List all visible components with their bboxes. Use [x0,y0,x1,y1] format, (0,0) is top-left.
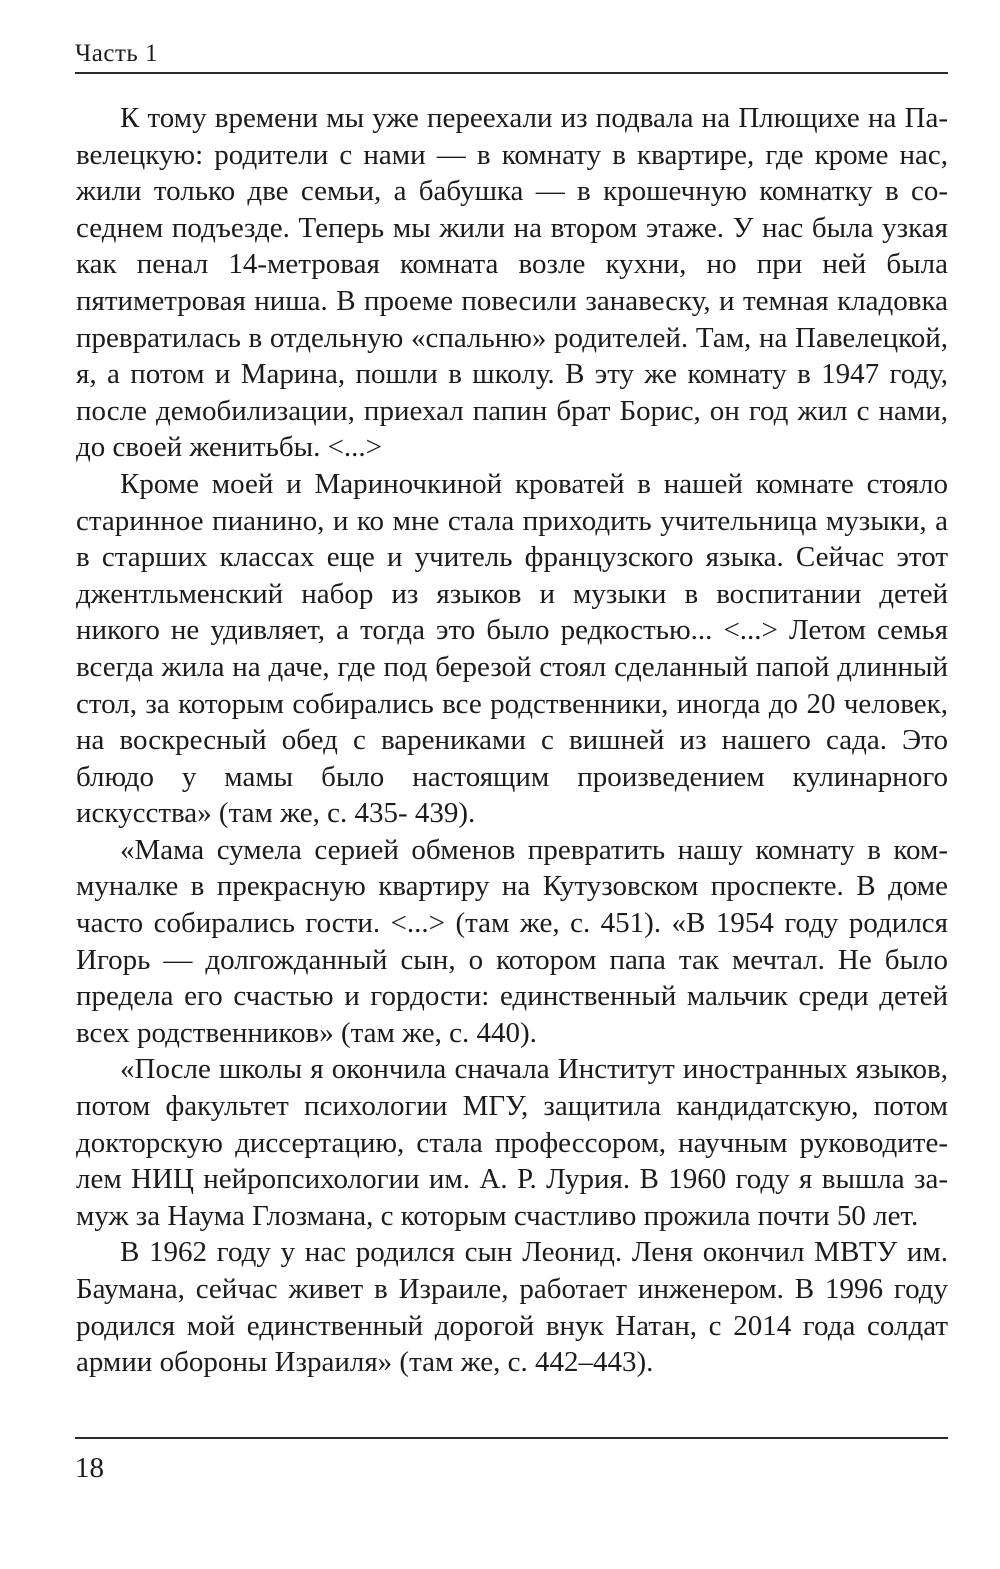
header-rule [75,72,948,74]
paragraph: «После школы я окончила сначала Институт иностранных языков, потом факультет психологии МГУ, защитила кандидатскую, потом докторскую диссертацию, стала профессором, научным руководителем НИЦ нейропсихологии им. А. Р. Лурия. В 1960 году я вышла замуж за Наума Глозмана, с которым счастливо прожила почти 50 лет. [76,1053,948,1232]
paragraph: Кроме моей и Мариночкиной кроватей в нашей комнате стояло старинное пианино, и ко мне стала приходить учительница музыки, а в старших классах еще и учитель французского языка. Сейчас этот джентльменский набор из языков и музыки в воспитании детей никого не удивляет, а тогда это было редкостью... <...> Летом семья всегда жила на даче, где под березой стоял сделанный папой длинный стол, за которым собирались все родственники, иногда до 20 человек, на воскресный обед с варениками с вишней из нашего сада. Это блюдо у мамы было настоящим произведением кулинарного искусства» (там же, с. 435- 439). [76,467,948,830]
paragraph: «Мама сумела серией обменов превратить нашу комнату в коммуналке в прекрасную квартиру на Кутузовском проспекте. В доме часто собирались гости. <...> (там же, с. 451). «В 1954 году родился Игорь — долгожданный сын, о котором папа так мечтал. Не было предела его счастью и гордости: единственный мальчик среди детей всех родственников» (там же, с. 440). [76,833,948,1049]
paragraph: К тому времени мы уже переехали из подвала на Плющихе на Павелецкую: родители с нами — в комнату в квартире, где кроме нас, жили только две семьи, а бабушка — в крошечную комнатку в соседнем подъезде. Теперь мы жили на втором этаже. У нас была узкая как пенал 14-метровая комната возле кухни, но при ней была пятиметровая ниша. В проеме повесили занавеску, и темная кладовка превратилась в отдельную «спальню» родителей. Там, на Павелецкой, я, а потом и Марина, пошли в школу. В эту же комнату в 1947 году, после демобилизации, приехал папин брат Борис, он год жил с нами, до своей женитьбы. <...> [76,102,948,464]
footer-rule [75,1437,948,1439]
paragraph: В 1962 году у нас родился сын Леонид. Леня окончил МВТУ им. Баумана, сейчас живет в Израиле, работает инженером. В 1996 году родился мой единственный дорогой внук Натан, с 2014 года солдат армии обороны Израиля» (там же, с. 442–443). [76,1236,948,1379]
running-head: Часть 1 [75,40,159,67]
body-text [76,100,948,1381]
page-number: 18 [75,1452,104,1484]
